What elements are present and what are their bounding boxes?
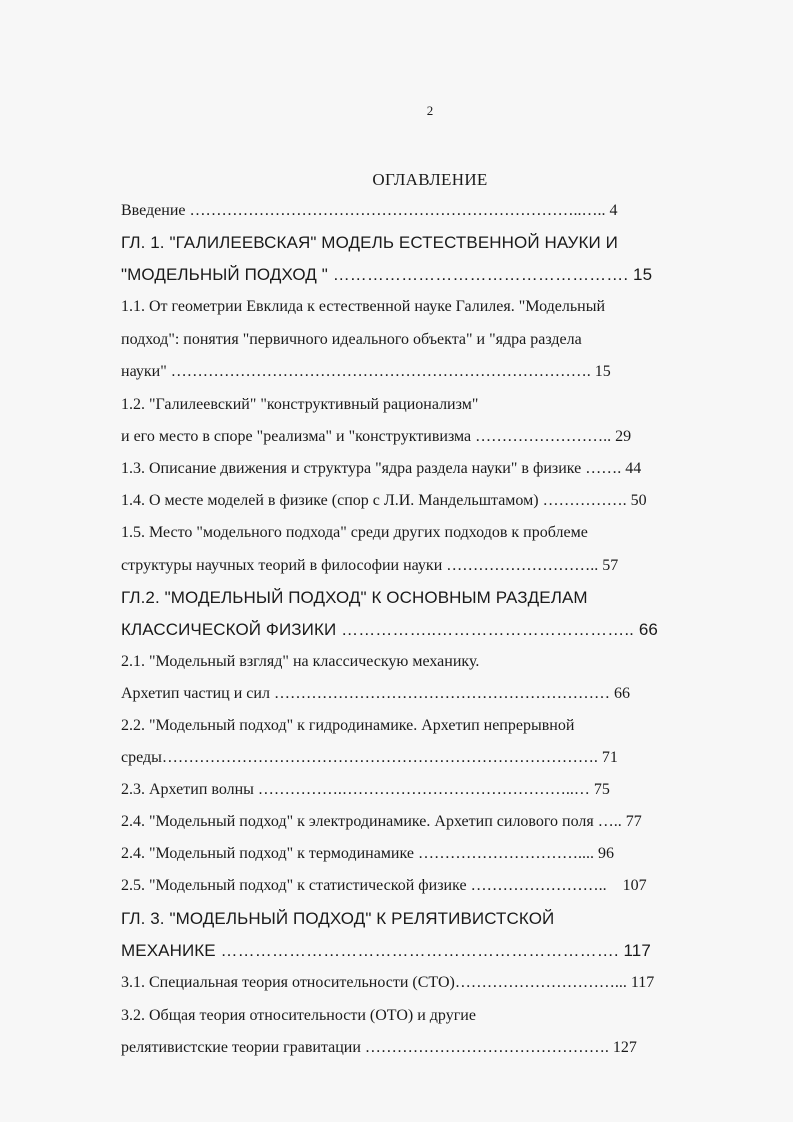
toc-entry-text: науки": [121, 363, 171, 380]
toc-entry-text: КЛАССИЧЕСКОЙ ФИЗИКИ: [121, 620, 342, 639]
toc-entry-3-2-cont: [121, 1038, 637, 1058]
toc-entry-2-2-cont: [121, 748, 618, 768]
toc-entry-2-3: [121, 780, 610, 800]
toc-entry-dots: ………………………………………………………………..…..: [189, 202, 606, 219]
toc-entry-text: среды: [121, 749, 162, 766]
toc-entry-3-1: [121, 973, 654, 993]
toc-entry-text: релятивистские теории гравитации: [121, 1039, 365, 1056]
toc-entry-2-1-cont: [121, 684, 630, 704]
toc-entry-dots: …….: [585, 460, 622, 477]
page-title: ОГЛАВЛЕНИЕ: [372, 170, 488, 189]
toc-entry-dots: ………………………………………………………: [273, 685, 610, 702]
toc-entry-text: МЕХАНИКЕ: [121, 941, 221, 960]
toc-entry-1-2-cont: [121, 427, 631, 447]
toc-entry-dots: ……………………..: [470, 877, 607, 894]
toc-entry-text: 1.2. "Галилеевский" "конструктивный рационализм": [121, 396, 479, 413]
toc-entry-page: 15: [628, 265, 653, 284]
toc-entry-text: подход": понятия "первичного идеального объекта" и "ядра раздела: [121, 331, 582, 348]
toc-entry-page: 127: [608, 1039, 637, 1056]
toc-entry-page: 96: [593, 845, 614, 862]
toc-entry-page: 75: [589, 781, 610, 798]
page-number: 2: [426, 103, 434, 118]
toc-entry-dots: ………………………..: [446, 557, 599, 574]
toc-entry-3-2: [121, 1006, 476, 1026]
toc-entry-text: 1.4. О месте моделей в физике (спор с Л.И. Мандельштамом): [121, 492, 543, 509]
toc-entry-chapter-3-cont: [121, 941, 651, 961]
toc-entry-text: 2.5. "Модельный подход" к статистической физике: [121, 877, 471, 894]
toc-entry-text: ГЛ.2. "МОДЕЛЬНЫЙ ПОДХОД" К ОСНОВНЫМ РАЗДЕЛАМ: [121, 588, 588, 607]
toc-entry-text: 2.1. "Модельный взгляд" на классическую механику.: [121, 653, 480, 670]
toc-entry-text: 3.1. Специальная теория относительности (СТО): [121, 974, 455, 991]
toc-entry-page: 71: [597, 749, 618, 766]
toc-entry-2-5: [121, 876, 647, 896]
toc-entry-dots: …………………………………………….: [332, 265, 629, 284]
toc-entry-chapter-1: [121, 233, 618, 253]
toc-entry-page: 57: [598, 557, 619, 574]
toc-entry-dots: …………………………………………………………….: [220, 941, 619, 960]
toc-entry-page: 117: [626, 974, 655, 991]
toc-entry-page: 107: [606, 877, 647, 894]
toc-entry-intro: [121, 201, 618, 221]
toc-entry-page: 77: [621, 813, 642, 830]
toc-entry-1-1: [121, 297, 605, 317]
toc-entry-dots: …………….……………………………………..…: [257, 781, 590, 798]
toc-entry-text: Введение: [121, 202, 190, 219]
toc-entry-1-1-cont2: [121, 362, 611, 382]
toc-entry-text: и его место в споре "реализма" и "конструктивизма: [121, 428, 476, 445]
toc-entry-dots: …………………………....: [417, 845, 594, 862]
toc-entry-text: 3.2. Общая теория относительности (ОТО) и другие: [121, 1007, 476, 1024]
toc-entry-1-1-cont: [121, 330, 582, 350]
toc-entry-chapter-2: [121, 588, 588, 608]
toc-entry-text: структуры научных теорий в философии науки: [121, 557, 447, 574]
toc-entry-2-4b: [121, 844, 614, 864]
toc-entry-text: ГЛ. 3. "МОДЕЛЬНЫЙ ПОДХОД" К РЕЛЯТИВИСТСКОЙ: [121, 909, 555, 928]
toc-entry-1-4: [121, 491, 647, 511]
toc-entry-dots: …………….: [542, 492, 627, 509]
toc-entry-chapter-3: [121, 909, 554, 929]
toc-entry-text: 2.4. "Модельный подход" к термодинамике: [121, 845, 418, 862]
toc-entry-2-4a: [121, 812, 642, 832]
toc-entry-1-3: [121, 459, 641, 479]
toc-entry-dots: …………………………………………………………………….: [170, 363, 591, 380]
toc-entry-dots: ……………………..: [475, 428, 612, 445]
toc-entry-page: 66: [634, 620, 658, 639]
toc-entry-page: 15: [590, 363, 611, 380]
toc-entry-page: 66: [609, 685, 630, 702]
toc-entry-text: ГЛ. 1. "ГАЛИЛЕЕВСКАЯ" МОДЕЛЬ ЕСТЕСТВЕННОЙ НАУКИ И: [121, 233, 618, 252]
toc-entry-2-1: [121, 652, 479, 672]
toc-entry-text: 1.5. Место "модельного подхода" среди других подходов к проблеме: [121, 524, 588, 541]
toc-entry-1-5: [121, 523, 588, 543]
toc-entry-page: 29: [611, 428, 632, 445]
toc-entry-dots: ……………………………………………………………………….: [161, 749, 598, 766]
toc-entry-1-2: [121, 395, 478, 415]
toc-entry-chapter-2-cont: [121, 620, 658, 640]
toc-entry-page: 4: [605, 202, 618, 219]
toc-entry-dots: ……………………………………….: [364, 1039, 609, 1056]
toc-entry-text: 1.3. Описание движения и структура "ядра раздела науки" в физике: [121, 460, 586, 477]
toc-entry-dots: ……………..……………………………..: [341, 620, 635, 639]
toc-entry-dots: …..: [597, 813, 622, 830]
toc-entry-text: 1.1. От геометрии Евклида к естественной науке Галилея. "Модельный: [121, 298, 606, 315]
toc-entry-1-5-cont: [121, 556, 618, 576]
toc-entry-text: 2.2. "Модельный подход" к гидродинамике. Архетип непрерывной: [121, 717, 575, 734]
toc-entry-page: 44: [621, 460, 642, 477]
toc-entry-page: 50: [626, 492, 647, 509]
toc-entry-text: 2.4. "Модельный подход" к электродинамике. Архетип силового поля: [121, 813, 598, 830]
toc-entry-chapter-1-cont: [121, 265, 652, 285]
toc-entry-text: Архетип частиц и сил: [121, 685, 274, 702]
toc-entry-2-2: [121, 716, 574, 736]
toc-entry-dots: …………………………...: [454, 974, 627, 991]
toc-entry-text: "МОДЕЛЬНЫЙ ПОДХОД ": [121, 265, 333, 284]
toc-entry-text: 2.3. Архетип волны: [121, 781, 258, 798]
toc-entry-page: 117: [618, 941, 651, 960]
